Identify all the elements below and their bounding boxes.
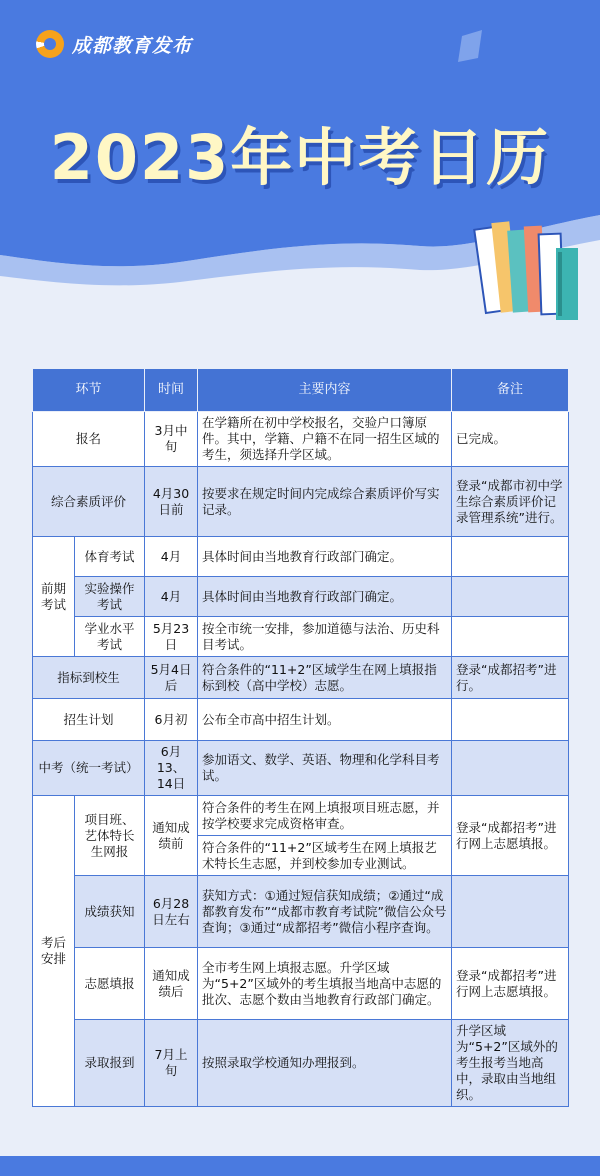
footer-bar [0,1156,600,1176]
logo-text: 成都教育发布 [72,34,193,57]
note-cell: 登录“成都招考”进行网上志愿填报。 [452,796,569,876]
content-cell: 具体时间由当地教育行政部门确定。 [198,577,452,617]
header-banner [0,0,600,300]
note-cell [452,876,569,948]
header-content: 主要内容 [198,369,452,412]
stage-cell: 报名 [33,412,145,467]
table-row [33,699,569,741]
table-row [33,577,569,617]
calendar-table-wrapper [32,368,568,1107]
table-row [33,412,569,467]
sub-stage-cell: 实验操作考试 [75,577,145,617]
table-row [33,876,569,948]
group-cell: 前期考试 [33,537,75,657]
table-row [33,617,569,657]
books-icon [470,200,590,330]
page-title: 2023年中考日历 [49,121,551,194]
note-cell: 已完成。 [452,412,569,467]
note-cell [452,741,569,796]
note-cell: 登录“成都市初中学生综合素质评价记录管理系统”进行。 [452,467,569,537]
logo [36,30,192,58]
table-row [33,657,569,699]
time-cell: 通知成绩后 [145,948,198,1020]
table-row [33,948,569,1020]
table-row [33,796,569,836]
content-cell: 公布全市高中招生计划。 [198,699,452,741]
time-cell: 5月4日后 [145,657,198,699]
logo-icon [36,30,64,58]
time-cell: 6月13、14日 [145,741,198,796]
content-cell: 全市考生网上填报志愿。升学区域为“5+2”区域外的考生填报当地高中志愿的批次、志愿个数由当地教育行政部门确定。 [198,948,452,1020]
time-cell: 通知成绩前 [145,796,198,876]
table-header-row [33,369,569,412]
content-cell: 按照录取学校通知办理报到。 [198,1020,452,1107]
sub-stage-cell: 成绩获知 [75,876,145,948]
table-row [33,467,569,537]
sub-stage-cell: 学业水平考试 [75,617,145,657]
time-cell: 3月中旬 [145,412,198,467]
stage-cell: 指标到校生 [33,657,145,699]
time-cell: 5月23日 [145,617,198,657]
time-cell: 4月30日前 [145,467,198,537]
time-cell: 4月 [145,577,198,617]
note-cell: 登录“成都招考”进行网上志愿填报。 [452,948,569,1020]
note-cell [452,537,569,577]
sub-stage-cell: 项目班、艺体特长生网报 [75,796,145,876]
sub-stage-cell: 录取报到 [75,1020,145,1107]
sub-stage-cell: 志愿填报 [75,948,145,1020]
note-cell: 升学区域为“5+2”区域外的考生报考当地高中，录取由当地组织。 [452,1020,569,1107]
note-cell [452,617,569,657]
table-row [33,537,569,577]
note-cell [452,699,569,741]
calendar-table [32,368,569,1107]
content-cell: 符合条件的“11+2”区域考生在网上填报艺术特长生志愿，并到校参加专业测试。 [198,836,452,876]
table-row [33,741,569,796]
content-cell: 符合条件的考生在网上填报项目班志愿，并按学校要求完成资格审查。 [198,796,452,836]
content-cell: 参加语文、数学、英语、物理和化学科目考试。 [198,741,452,796]
time-cell: 6月28日左右 [145,876,198,948]
stage-cell: 综合素质评价 [33,467,145,537]
time-cell: 4月 [145,537,198,577]
content-cell: 按全市统一安排，参加道德与法治、历史科目考试。 [198,617,452,657]
time-cell: 6月初 [145,699,198,741]
table-row [33,1020,569,1107]
note-cell [452,577,569,617]
stage-cell: 中考（统一考试） [33,741,145,796]
content-cell: 在学籍所在初中学校报名，交验户口簿原件。其中，学籍、户籍不在同一招生区域的考生，须选择升学区域。 [198,412,452,467]
stage-cell: 招生计划 [33,699,145,741]
time-cell: 7月上旬 [145,1020,198,1107]
group-cell: 考后安排 [33,796,75,1107]
sub-stage-cell: 体育考试 [75,537,145,577]
note-cell: 登录“成都招考”进行。 [452,657,569,699]
content-cell: 按要求在规定时间内完成综合素质评价写实记录。 [198,467,452,537]
content-cell: 具体时间由当地教育行政部门确定。 [198,537,452,577]
header-note: 备注 [452,369,569,412]
header-time: 时间 [145,369,198,412]
header-stage: 环节 [33,369,145,412]
content-cell: 符合条件的“11+2”区域学生在网上填报指标到校（高中学校）志愿。 [198,657,452,699]
content-cell: 获知方式：①通过短信获知成绩；②通过“成都教育发布”“成都市教育考试院”微信公众号查询；③通过“成都招考”微信小程序查询。 [198,876,452,948]
